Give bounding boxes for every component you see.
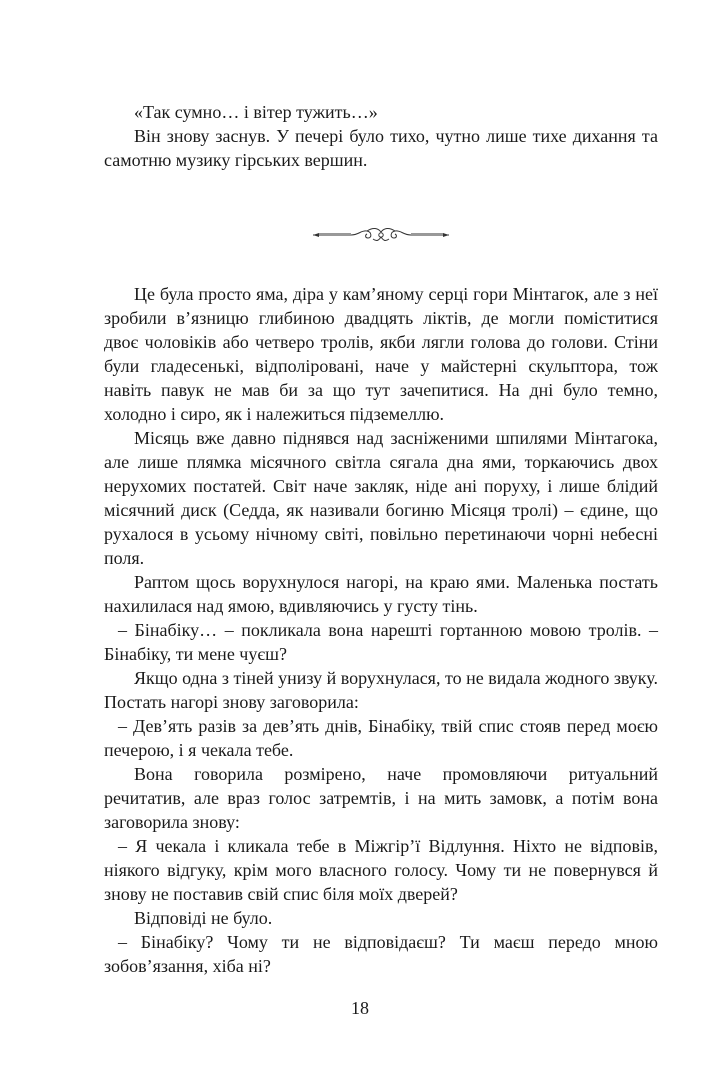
- paragraph-no-answer: Відповіді не було.: [134, 908, 273, 928]
- page-number: 18: [351, 998, 369, 1018]
- paragraph-moon: Місяць вже давно піднявся над засніженими шпилями Мінтагока, але лише плямка місячного світла сягала дна ями, торкаючись двох нерухомих постатей. Світ наче закляк, ніде ані поруху, і лише блідий місячний диск (Седда, як називали богиню Місяця тролі) – єдине, що рухалося в усьому нічному світі, повільно перетинаючи чорні небесні поля.: [104, 428, 658, 568]
- paragraph-dialog-nine-times: – Дев’ять разів за дев’ять днів, Бінабіку, твій спис стояв перед моєю печерою, і я чекала тебе.: [104, 716, 658, 760]
- paragraph-dialog-waited: – Я чекала і кликала тебе в Міжгір’ї Відлуння. Ніхто не відповів, ніякого відгуку, крім мого власного голосу. Чому ти не повернувся й знову не поставив свій спис біля моїх дверей?: [104, 836, 658, 904]
- paragraph-ritual: Вона говорила розмірено, наче промовляючи ритуальний речитатив, але враз голос затремтів, і на мить замовк, а потім вона заговорила знову:: [104, 764, 658, 832]
- page-body: [104, 100, 658, 978]
- flourish-divider-icon: [311, 224, 451, 246]
- paragraph-figure: Раптом щось ворухнулося нагорі, на краю ями. Маленька постать нахилилася над ямою, вдивляючись у густу тінь.: [104, 572, 658, 616]
- paragraph-dialog-obligation: – Бінабіку? Чому ти не відповідаєш? Ти маєш передо мною зобов’язання, хіба ні?: [104, 932, 658, 976]
- paragraph-quote: «Так сумно… і вітер тужить…»: [134, 102, 378, 122]
- paragraph-dialog-call: – Бінабіку… – покликала вона нарешті гортанною мовою тролів. – Бінабіку, ти мене чуєш?: [104, 620, 658, 664]
- paragraph-fell-asleep: Він знову заснув. У печері було тихо, чутно лише тихе дихання та самотню музику гірських вершин.: [104, 126, 658, 170]
- paragraph-pit: Це була просто яма, діра у кам’яному серці гори Мінтагок, але з неї зробили в’язницю глибиною двадцять ліктів, де могли поміститися двоє чоловіків або четверо тролів, якби лягли голова до голови. Стіни були гладесенькі, відполіровані, наче у майстерні скульптора, тож навіть павук не мав би за що тут зачепитися. На дні було темно, холодно і сиро, як і належиться підземеллю.: [104, 284, 658, 424]
- paragraph-no-sound: Якщо одна з тіней унизу й ворухнулася, то не видала жодного звуку. Постать нагорі знову заговорила:: [104, 668, 658, 712]
